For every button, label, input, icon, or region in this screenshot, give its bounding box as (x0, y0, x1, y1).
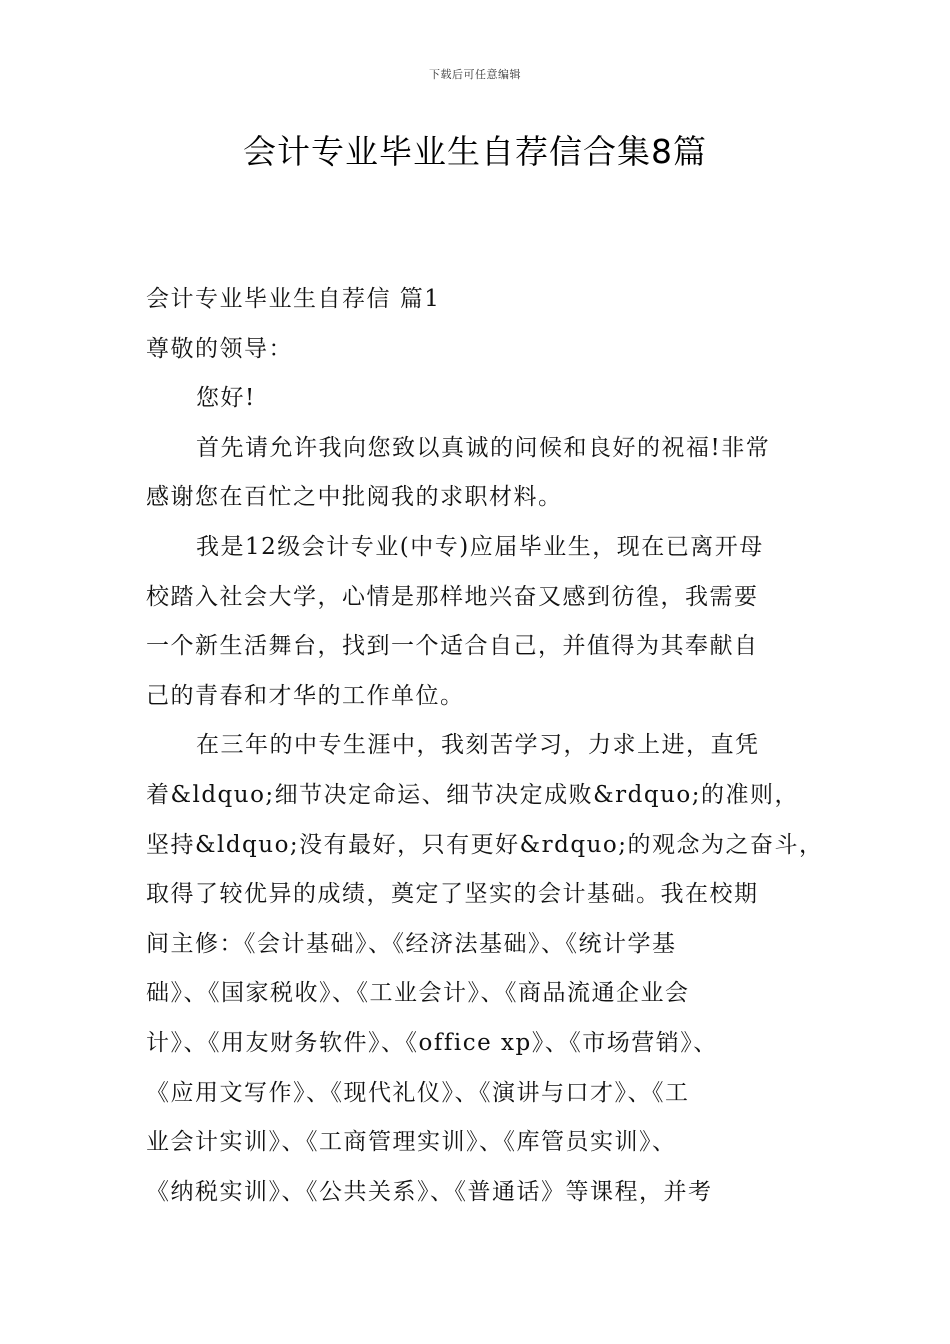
salutation: 尊敬的领导： (146, 335, 293, 362)
paragraph-line: 础》、《国家税收》、《工业会计》、《商品流通企业会 (146, 980, 690, 1007)
paragraph-line: 校踏入社会大学，心情是那样地兴奋又感到彷徨，我需要 (146, 583, 759, 610)
paragraph-line: 在三年的中专生涯中，我刻苦学习，力求上进，直凭 (196, 732, 760, 759)
paragraph-line: 计》、《用友财务软件》、《office xp》、《市场营销》、 (146, 1029, 718, 1056)
paragraph-line: 着&ldquo;细节决定命运、细节决定成败&rdquo;的准则， (146, 781, 800, 808)
paragraph-line: 己的青春和才华的工作单位。 (146, 682, 465, 709)
document-body (146, 275, 824, 1217)
paragraph-line: 一个新生活舞台，找到一个适合自己，并值得为其奉献自 (146, 633, 759, 660)
paragraph-line: 《纳税实训》、《公共关系》、《普通话》等课程，并考 (146, 1178, 713, 1205)
paragraph-line: 首先请允许我向您致以真诚的问候和良好的祝福!非常 (196, 434, 771, 461)
paragraph-line: 业会计实训》、《工商管理实训》、《库管员实训》、 (146, 1129, 677, 1156)
greeting: 您好! (196, 385, 256, 412)
header-note: 下载后可任意编辑 (429, 68, 521, 81)
paragraph-line: 《应用文写作》、《现代礼仪》、《演讲与口才》、《工 (146, 1079, 690, 1106)
paragraph-line: 间主修：《会计基础》、《经济法基础》、《统计学基 (146, 930, 677, 957)
paragraph-line: 我是12级会计专业(中专)应届毕业生，现在已离开母 (196, 533, 764, 560)
paragraph-line: 取得了较优异的成绩，奠定了坚实的会计基础。我在校期 (146, 881, 759, 908)
document-title: 会计专业毕业生自荐信合集8篇 (243, 132, 707, 171)
paragraph-line: 感谢您在百忙之中批阅我的求职材料。 (146, 484, 563, 511)
section-heading: 会计专业毕业生自荐信 篇1 (146, 286, 441, 312)
paragraph-line: 坚持&ldquo;没有最好，只有更好&rdquo;的观念为之奋斗， (146, 831, 824, 858)
